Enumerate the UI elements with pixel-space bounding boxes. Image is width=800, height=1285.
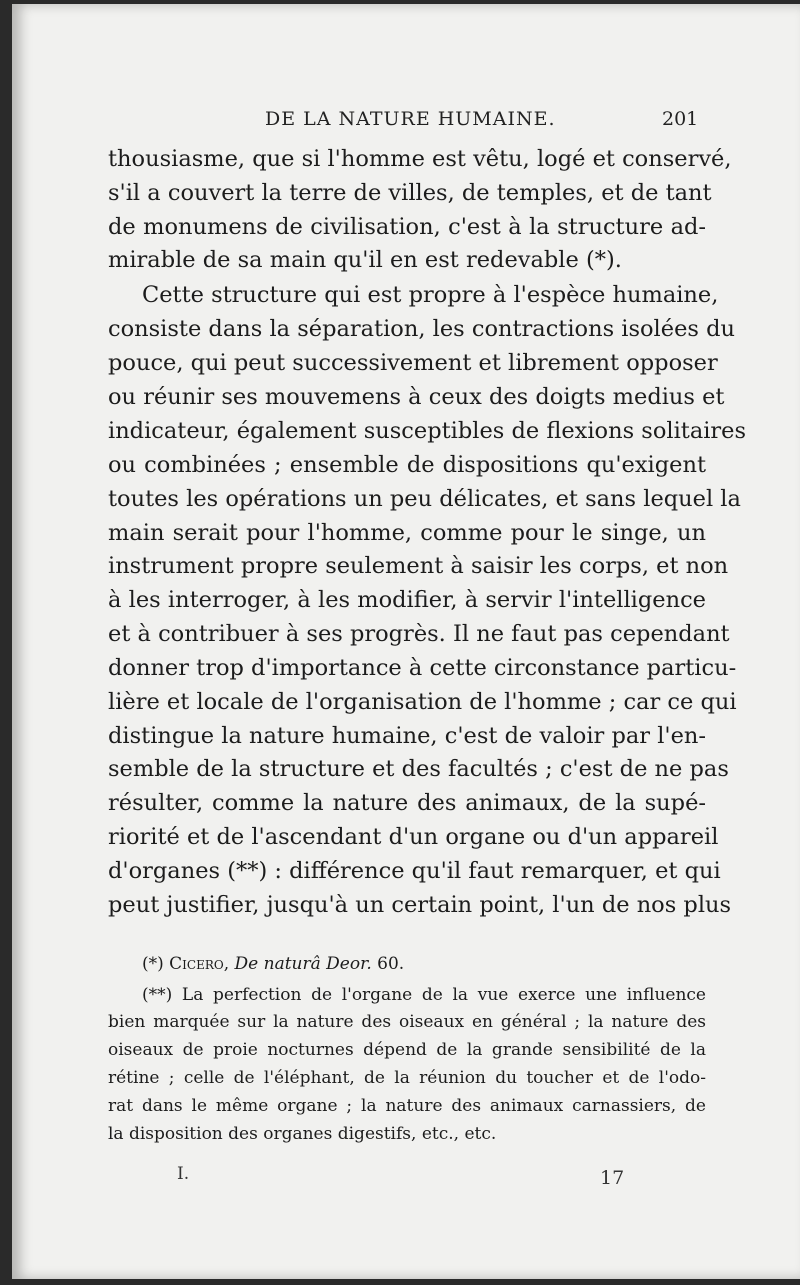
signature-mark: I. <box>177 1164 190 1184</box>
body-line: d'organes (**) : différence qu'il faut remarquer, et qui <box>108 858 721 884</box>
footnote-line: (**) La perfection de l'organe de la vue exerce une influence <box>142 985 706 1005</box>
footnote-1-marker: (*) <box>142 954 164 974</box>
body-line: à les interroger, à les modifier, à servir l'intelligence <box>108 587 706 613</box>
page-number: 201 <box>662 108 699 130</box>
body-line: riorité et de l'ascendant d'un organe ou d'un appareil <box>108 824 719 850</box>
footnote-1-title: De naturâ Deor. <box>234 954 372 974</box>
footnote-1-author: Cicero <box>169 954 224 974</box>
body-line: indicateur, également susceptibles de flexions solitaires <box>108 418 747 444</box>
footnote-1-reference: 60. <box>377 954 405 974</box>
body-line: thousiasme, que si l'homme est vêtu, logé et conservé, <box>108 146 732 172</box>
footnote-line: rat dans le même organe ; la nature des animaux carnassiers, de <box>108 1096 706 1116</box>
body-line: consiste dans la séparation, les contractions isolées du <box>108 316 735 342</box>
book-page <box>12 4 800 1279</box>
body-line: résulter, comme la nature des animaux, de la supé- <box>108 790 706 816</box>
running-head: DE LA NATURE HUMAINE. <box>265 108 556 130</box>
body-line: lière et locale de l'organisation de l'homme ; car ce qui <box>108 689 737 715</box>
body-line: distingue la nature humaine, c'est de valoir par l'en- <box>108 723 706 749</box>
body-line: ou combinées ; ensemble de dispositions qu'exigent <box>108 452 706 478</box>
body-line: donner trop d'importance à cette circonstance particu- <box>108 655 737 681</box>
footnote-line: la disposition des organes digestifs, etc., etc. <box>108 1124 497 1144</box>
body-line: peut justifier, jusqu'à un certain point, l'un de nos plus <box>108 892 732 918</box>
body-line: toutes les opérations un peu délicates, et sans lequel la <box>108 486 741 512</box>
body-line: s'il a couvert la terre de villes, de temples, et de tant <box>108 180 712 206</box>
footnote-line: rétine ; celle de l'éléphant, de la réunion du toucher et de l'odo- <box>108 1068 706 1088</box>
footnote-line: bien marquée sur la nature des oiseaux en général ; la nature des <box>108 1012 706 1032</box>
body-line: Cette structure qui est propre à l'espèce humaine, <box>142 282 719 308</box>
body-line: instrument propre seulement à saisir les corps, et non <box>108 553 729 579</box>
body-line: de monumens de civilisation, c'est à la structure ad- <box>108 214 706 240</box>
gathering-number: 17 <box>600 1167 625 1189</box>
footnote-1: (*) Cicero, De naturâ Deor. 60. <box>142 954 405 974</box>
body-line: pouce, qui peut successivement et librement opposer <box>108 350 718 376</box>
body-line: ou réunir ses mouvemens à ceux des doigts medius et <box>108 384 725 410</box>
body-line: et à contribuer à ses progrès. Il ne faut pas cependant <box>108 621 730 647</box>
body-line: mirable de sa main qu'il en est redevable (*). <box>108 247 622 273</box>
body-line: semble de la structure et des facultés ; c'est de ne pas <box>108 756 729 782</box>
body-line: main serait pour l'homme, comme pour le singe, un <box>108 520 706 546</box>
footnote-line: oiseaux de proie nocturnes dépend de la grande sensibilité de la <box>108 1040 706 1060</box>
